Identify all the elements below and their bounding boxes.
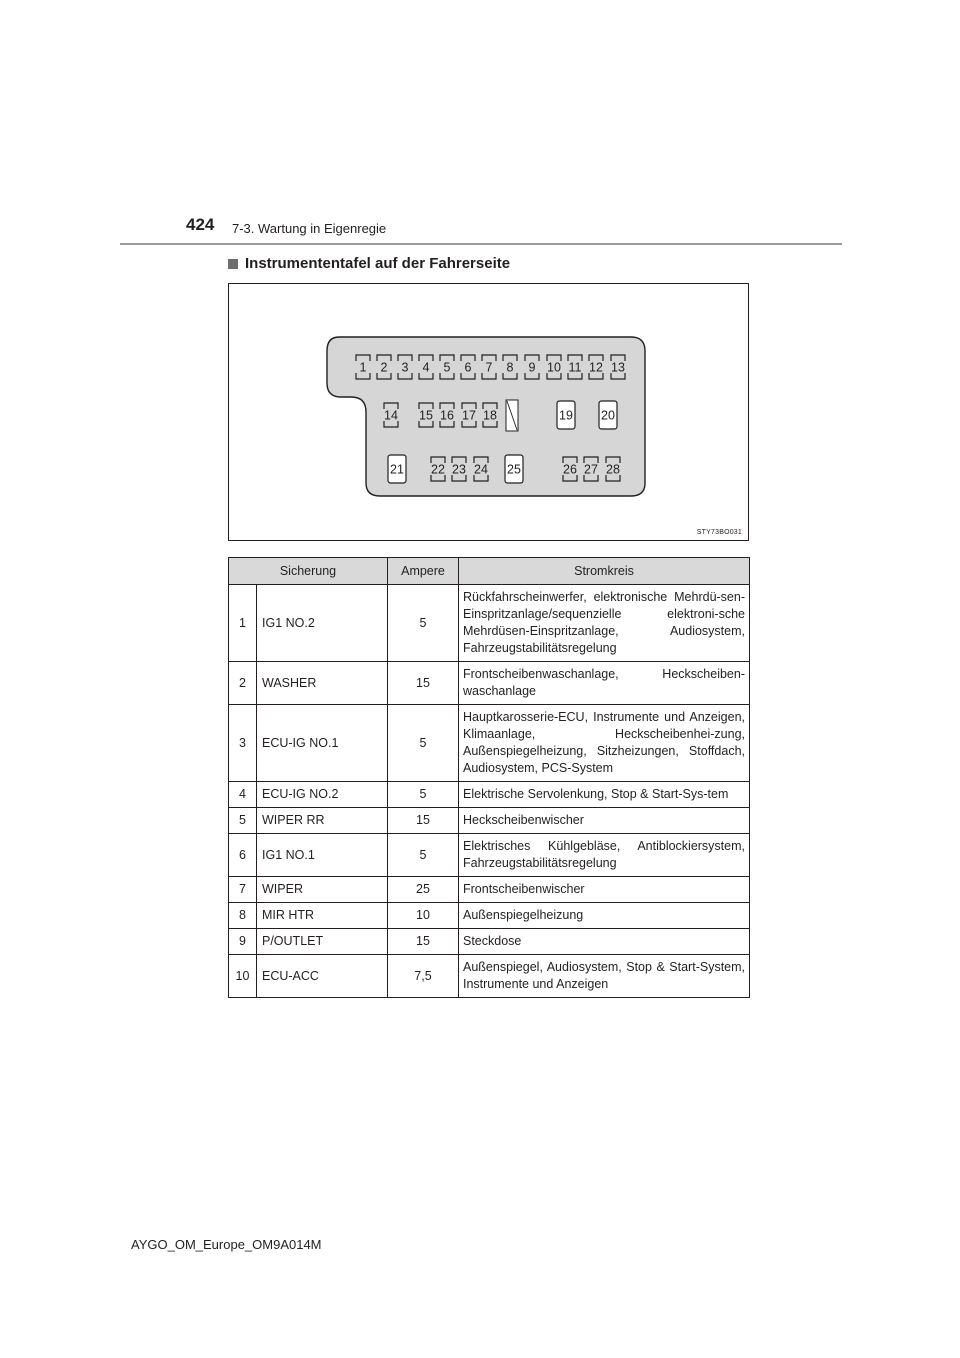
subheading xyxy=(228,255,510,272)
fuse-name: IG1 NO.1 xyxy=(257,834,388,877)
fuse-number: 5 xyxy=(229,808,257,834)
fuse-label: 21 xyxy=(390,462,404,477)
fuse-label: 20 xyxy=(601,408,615,423)
fuse-box-figure xyxy=(228,283,749,541)
fuse-box-diagram xyxy=(229,284,750,542)
fuse-ampere: 15 xyxy=(388,662,459,705)
fuse-ampere: 7,5 xyxy=(388,955,459,998)
fuse-ampere: 5 xyxy=(388,782,459,808)
fuse-name: ECU-IG NO.2 xyxy=(257,782,388,808)
fuse-circuit: Außenspiegel, Audiosystem, Stop & Start-System, Instrumente und Anzeigen xyxy=(459,955,750,998)
fuse-ampere: 5 xyxy=(388,834,459,877)
fuse-circuit: Heckscheibenwischer xyxy=(459,808,750,834)
fuse-number: 3 xyxy=(229,705,257,782)
fuse-number: 2 xyxy=(229,662,257,705)
fuse-label: 9 xyxy=(528,360,536,375)
fuse-label: 27 xyxy=(584,462,598,477)
table-row xyxy=(229,834,750,877)
fuse-number: 9 xyxy=(229,929,257,955)
square-bullet-icon xyxy=(228,259,238,269)
fuse-label: 5 xyxy=(443,360,451,375)
fuse-name: WASHER xyxy=(257,662,388,705)
footer-document-id: AYGO_OM_Europe_OM9A014M xyxy=(131,1237,322,1252)
fuse-label: 13 xyxy=(611,360,625,375)
fuse-label: 19 xyxy=(559,408,573,423)
fuse-label: 10 xyxy=(547,360,561,375)
fuse-circuit: Frontscheibenwaschanlage, Heckscheiben-waschanlage xyxy=(459,662,750,705)
table-row xyxy=(229,662,750,705)
header-circuit: Stromkreis xyxy=(459,558,750,585)
fuse-ampere: 15 xyxy=(388,808,459,834)
table-row xyxy=(229,782,750,808)
fuse-circuit: Außenspiegelheizung xyxy=(459,903,750,929)
header-fuse: Sicherung xyxy=(229,558,388,585)
table-row xyxy=(229,705,750,782)
fuse-label: 15 xyxy=(419,408,433,423)
fuse-label: 18 xyxy=(483,408,497,423)
fuse-ampere: 25 xyxy=(388,877,459,903)
fuse-label: 8 xyxy=(506,360,514,375)
fuse-label: 1 xyxy=(359,360,367,375)
table-header-row xyxy=(229,558,750,585)
fuse-name: P/OUTLET xyxy=(257,929,388,955)
fuse-label: 14 xyxy=(384,408,398,423)
fuse-label: 17 xyxy=(462,408,476,423)
fuse-number: 7 xyxy=(229,877,257,903)
fuse-name: IG1 NO.2 xyxy=(257,585,388,662)
fuse-ampere: 5 xyxy=(388,705,459,782)
fuse-ampere: 5 xyxy=(388,585,459,662)
fuse-label: 26 xyxy=(563,462,577,477)
fuse-label: 11 xyxy=(568,360,582,375)
fuse-circuit: Elektrische Servolenkung, Stop & Start-Sys-tem xyxy=(459,782,750,808)
fuse-number: 4 xyxy=(229,782,257,808)
table-row xyxy=(229,955,750,998)
page-number: 424 xyxy=(186,215,215,234)
fuse-label: 28 xyxy=(606,462,620,477)
fuse-circuit: Rückfahrscheinwerfer, elektronische Mehrdü-sen-Einspritzanlage/sequenzielle elektroni-sche Mehrdüsen-Einspritzanlage, Audiosystem, Fahrzeugstabilitätsregelung xyxy=(459,585,750,662)
table-row xyxy=(229,903,750,929)
fuse-name: ECU-IG NO.1 xyxy=(257,705,388,782)
fuse-label: 23 xyxy=(452,462,466,477)
header-rule xyxy=(120,243,842,245)
fuse-ampere: 15 xyxy=(388,929,459,955)
fuse-label: 16 xyxy=(440,408,454,423)
fuse-circuit: Elektrisches Kühlgebläse, Antiblockiersystem, Fahrzeugstabilitätsregelung xyxy=(459,834,750,877)
section-header: 7-3. Wartung in Eigenregie xyxy=(232,221,387,236)
fuse-name: MIR HTR xyxy=(257,903,388,929)
fuse-label: 24 xyxy=(474,462,488,477)
table-row xyxy=(229,929,750,955)
table-row xyxy=(229,877,750,903)
table-row xyxy=(229,808,750,834)
fuse-label: 6 xyxy=(464,360,472,375)
header-ampere: Ampere xyxy=(388,558,459,585)
fuse-label: 4 xyxy=(422,360,430,375)
fuse-label: 25 xyxy=(507,462,521,477)
fuse-label: 2 xyxy=(380,360,388,375)
fuse-circuit: Hauptkarosserie-ECU, Instrumente und Anzeigen, Klimaanlage, Heckscheibenhei-zung, Außenspiegelheizung, Sitzheizungen, Stoffdach, Audiosystem, PCS-System xyxy=(459,705,750,782)
fuse-label: 7 xyxy=(485,360,493,375)
fuse-circuit: Frontscheibenwischer xyxy=(459,877,750,903)
fuse-ampere: 10 xyxy=(388,903,459,929)
fuse-label: 22 xyxy=(431,462,445,477)
fuse-number: 6 xyxy=(229,834,257,877)
fuse-name: WIPER RR xyxy=(257,808,388,834)
fuse-number: 1 xyxy=(229,585,257,662)
fuse-table xyxy=(228,557,750,998)
fuse-label: 3 xyxy=(401,360,409,375)
fuse-number: 8 xyxy=(229,903,257,929)
fuse-circuit: Steckdose xyxy=(459,929,750,955)
fuse-number: 10 xyxy=(229,955,257,998)
subheading-text: Instrumententafel auf der Fahrerseite xyxy=(245,255,511,272)
fuse-name: WIPER xyxy=(257,877,388,903)
table-row xyxy=(229,585,750,662)
figure-code: STY73BO031 xyxy=(696,529,742,536)
fuse-name: ECU-ACC xyxy=(257,955,388,998)
fuse-label: 12 xyxy=(589,360,603,375)
